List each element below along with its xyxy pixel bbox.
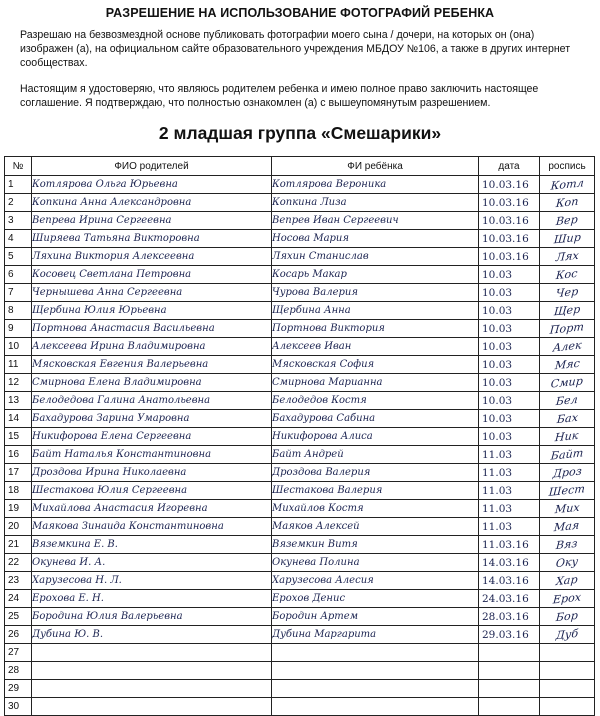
table-row: [5, 266, 595, 284]
child-name-cell: Ляхин Станислав: [272, 248, 479, 266]
signature-cell: [540, 428, 595, 446]
group-title: 2 младшая группа «Смешарики»: [158, 123, 442, 143]
table-row: [5, 248, 595, 266]
date-cell: 10.03: [479, 338, 540, 356]
child-name-cell: [272, 644, 479, 662]
parent-name-cell: Щербина Юлия Юрьевна: [32, 302, 272, 320]
table-row: [5, 680, 595, 698]
parent-name-cell: Дубина Ю. В.: [32, 626, 272, 644]
signature-cell: [540, 230, 595, 248]
signature: Вяз: [555, 536, 579, 553]
row-number: 19: [5, 500, 32, 518]
parent-name-cell: Окунева И. А.: [32, 554, 272, 572]
child-name-cell: Белодедов Костя: [272, 392, 479, 410]
signature: Дроз: [552, 464, 582, 481]
signature: Мяс: [554, 356, 580, 373]
parent-name-cell: Вяземкина Е. В.: [32, 536, 272, 554]
table-row: [5, 698, 595, 716]
parent-name-cell: Харузесова Н. Л.: [32, 572, 272, 590]
child-name-cell: Копкина Лиза: [272, 194, 479, 212]
table-row: [5, 626, 595, 644]
row-number: 29: [5, 680, 32, 698]
child-name-cell: Дроздова Валерия: [272, 464, 479, 482]
table-row: [5, 302, 595, 320]
row-number: 4: [5, 230, 32, 248]
signature-cell: [540, 356, 595, 374]
row-number: 8: [5, 302, 32, 320]
row-number: 6: [5, 266, 32, 284]
child-name-cell: Никифорова Алиса: [272, 428, 479, 446]
column-header-number: №: [5, 157, 32, 176]
signature: Бах: [555, 410, 579, 427]
row-number: 21: [5, 536, 32, 554]
parent-name-cell: [32, 644, 272, 662]
date-cell: 11.03: [479, 446, 540, 464]
signature-cell: [540, 536, 595, 554]
child-name-cell: Вяземкин Витя: [272, 536, 479, 554]
signature-cell: [540, 284, 595, 302]
parent-name-cell: Вепрева Ирина Сергеевна: [32, 212, 272, 230]
row-number: 26: [5, 626, 32, 644]
row-number: 30: [5, 698, 32, 716]
row-number: 13: [5, 392, 32, 410]
row-number: 25: [5, 608, 32, 626]
signature-cell: [540, 644, 595, 662]
child-name-cell: Маяков Алексей: [272, 518, 479, 536]
child-name-cell: Вепрев Иван Сергеевич: [272, 212, 479, 230]
signature-cell: [540, 194, 595, 212]
child-name-cell: Шестакова Валерия: [272, 482, 479, 500]
signature-cell: [540, 662, 595, 680]
row-number: 10: [5, 338, 32, 356]
row-number: 23: [5, 572, 32, 590]
child-name-cell: Байт Андрей: [272, 446, 479, 464]
row-number: 7: [5, 284, 32, 302]
table-row: [5, 194, 595, 212]
parent-name-cell: Бородина Юлия Валерьевна: [32, 608, 272, 626]
signature-cell: [540, 500, 595, 518]
parent-name-cell: Чернышева Анна Сергеевна: [32, 284, 272, 302]
signature: Дуб: [555, 626, 579, 643]
child-name-cell: Щербина Анна: [272, 302, 479, 320]
table-row: [5, 230, 595, 248]
date-cell: 10.03: [479, 428, 540, 446]
table-row: [5, 482, 595, 500]
table-row: [5, 572, 595, 590]
date-cell: 10.03: [479, 266, 540, 284]
document-title: РАЗРЕШЕНИЕ НА ИСПОЛЬЗОВАНИЕ ФОТОГРАФИЙ РЕБЕНКА: [105, 6, 495, 20]
date-cell: 10.03: [479, 284, 540, 302]
row-number: 22: [5, 554, 32, 572]
column-header-child: ФИ ребёнка: [272, 157, 479, 176]
parent-name-cell: Маякова Зинаида Константиновна: [32, 518, 272, 536]
date-cell: 11.03: [479, 500, 540, 518]
table-row: [5, 446, 595, 464]
child-name-cell: Чурова Валерия: [272, 284, 479, 302]
table-row: [5, 374, 595, 392]
child-name-cell: [272, 698, 479, 716]
table-row: [5, 554, 595, 572]
parent-name-cell: Алексеева Ирина Владимировна: [32, 338, 272, 356]
table-row: [5, 284, 595, 302]
table-row: [5, 518, 595, 536]
signature-cell: [540, 554, 595, 572]
date-cell: [479, 680, 540, 698]
table-row: [5, 662, 595, 680]
date-cell: 11.03: [479, 518, 540, 536]
row-number: 3: [5, 212, 32, 230]
signature: Ерох: [552, 590, 582, 607]
signature-cell: [540, 626, 595, 644]
parent-name-cell: Никифорова Елена Сергеевна: [32, 428, 272, 446]
parent-name-cell: Копкина Анна Александровна: [32, 194, 272, 212]
signature-cell: [540, 608, 595, 626]
child-name-cell: Алексеев Иван: [272, 338, 479, 356]
signature: Бор: [555, 608, 579, 625]
signature-cell: [540, 518, 595, 536]
row-number: 20: [5, 518, 32, 536]
row-number: 14: [5, 410, 32, 428]
row-number: 18: [5, 482, 32, 500]
row-number: 27: [5, 644, 32, 662]
date-cell: [479, 698, 540, 716]
date-cell: 10.03: [479, 320, 540, 338]
child-name-cell: Котлярова Вероника: [272, 176, 479, 194]
date-cell: 24.03.16: [479, 590, 540, 608]
signature-cell: [540, 338, 595, 356]
parent-name-cell: Косовец Светлана Петровна: [32, 266, 272, 284]
table-row: [5, 212, 595, 230]
parent-name-cell: Михайлова Анастасия Игоревна: [32, 500, 272, 518]
date-cell: 10.03.16: [479, 194, 540, 212]
table-row: [5, 500, 595, 518]
row-number: 1: [5, 176, 32, 194]
parent-name-cell: [32, 698, 272, 716]
signature: Котл: [550, 176, 584, 193]
date-cell: 11.03: [479, 464, 540, 482]
row-number: 5: [5, 248, 32, 266]
row-number: 24: [5, 590, 32, 608]
table-row: [5, 392, 595, 410]
date-cell: 29.03.16: [479, 626, 540, 644]
signature: Алек: [552, 338, 582, 355]
date-cell: [479, 662, 540, 680]
signature-cell: [540, 410, 595, 428]
child-name-cell: [272, 662, 479, 680]
parent-name-cell: Мясковская Евгения Валерьевна: [32, 356, 272, 374]
table-row: [5, 320, 595, 338]
parent-name-cell: Шестакова Юлия Сергеевна: [32, 482, 272, 500]
child-name-cell: Дубина Маргарита: [272, 626, 479, 644]
date-cell: 10.03: [479, 392, 540, 410]
table-row: [5, 608, 595, 626]
parent-name-cell: Бахадурова Зарина Умаровна: [32, 410, 272, 428]
date-cell: 10.03: [479, 410, 540, 428]
date-cell: 10.03: [479, 302, 540, 320]
table-row: [5, 176, 595, 194]
date-cell: 14.03.16: [479, 572, 540, 590]
row-number: 17: [5, 464, 32, 482]
certification-paragraph: Настоящим я удостоверяю, что являюсь родителем ребенка и имею полное право заключить настоящее соглашение. Я подтверждаю, что полностью ознакомлен (а) с вышеупомянутым разрешением.: [20, 83, 539, 109]
date-cell: [479, 644, 540, 662]
child-name-cell: Бахадурова Сабина: [272, 410, 479, 428]
signature: Коп: [555, 194, 579, 211]
date-cell: 11.03: [479, 482, 540, 500]
signature-cell: [540, 374, 595, 392]
child-name-cell: Харузесова Алесия: [272, 572, 479, 590]
signature-cell: [540, 176, 595, 194]
signature: Ник: [554, 428, 580, 445]
signature: Чер: [555, 284, 579, 301]
parent-name-cell: [32, 680, 272, 698]
date-cell: 10.03.16: [479, 230, 540, 248]
parent-name-cell: Дроздова Ирина Николаевна: [32, 464, 272, 482]
table-row: [5, 590, 595, 608]
column-header-parent: ФИО родителей: [32, 157, 272, 176]
child-name-cell: Бородин Артем: [272, 608, 479, 626]
parent-name-cell: Ширяева Татьяна Викторовна: [32, 230, 272, 248]
signature: Вер: [555, 212, 579, 229]
signature-cell: [540, 572, 595, 590]
signature: Байт: [550, 446, 584, 463]
date-cell: 10.03.16: [479, 212, 540, 230]
row-number: 15: [5, 428, 32, 446]
parent-name-cell: Белодедова Галина Анатольевна: [32, 392, 272, 410]
row-number: 2: [5, 194, 32, 212]
parent-name-cell: [32, 662, 272, 680]
table-row: [5, 536, 595, 554]
date-cell: 10.03.16: [479, 176, 540, 194]
signature-cell: [540, 446, 595, 464]
table-row: [5, 410, 595, 428]
signature-table: [4, 156, 595, 716]
parent-name-cell: Котлярова Ольга Юрьевна: [32, 176, 272, 194]
table-row: [5, 464, 595, 482]
child-name-cell: Косарь Макар: [272, 266, 479, 284]
row-number: 16: [5, 446, 32, 464]
signature: Мих: [554, 500, 580, 517]
column-header-signature: роспись: [540, 157, 595, 176]
table-row: [5, 338, 595, 356]
date-cell: 28.03.16: [479, 608, 540, 626]
child-name-cell: Носова Мария: [272, 230, 479, 248]
signature: Мая: [553, 518, 581, 535]
signature: Кос: [555, 266, 579, 283]
signature: Шест: [548, 482, 586, 499]
child-name-cell: Окунева Полина: [272, 554, 479, 572]
signature-cell: [540, 392, 595, 410]
row-number: 28: [5, 662, 32, 680]
row-number: 11: [5, 356, 32, 374]
child-name-cell: Мясковская София: [272, 356, 479, 374]
parent-name-cell: Смирнова Елена Владимировна: [32, 374, 272, 392]
row-number: 12: [5, 374, 32, 392]
signature: Шир: [553, 230, 581, 247]
signature-cell: [540, 464, 595, 482]
signature-cell: [540, 482, 595, 500]
date-cell: 14.03.16: [479, 554, 540, 572]
row-number: 9: [5, 320, 32, 338]
signature-cell: [540, 590, 595, 608]
table-row: [5, 356, 595, 374]
signature: Хар: [555, 572, 579, 589]
consent-paragraph: Разрешаю на безвозмездной основе публиковать фотографии моего сына / дочери, на которых он (она) изображен (а), на официальном сайте образовательного учреждения МБДОУ №106, а также в других интернет сообществах.: [20, 29, 571, 69]
signature-cell: [540, 680, 595, 698]
signature-cell: [540, 212, 595, 230]
signature: Бел: [555, 392, 579, 409]
parent-name-cell: Ерохова Е. Н.: [32, 590, 272, 608]
child-name-cell: Ерохов Денис: [272, 590, 479, 608]
signature-cell: [540, 248, 595, 266]
signature: Смир: [550, 374, 584, 391]
table-row: [5, 644, 595, 662]
signature-cell: [540, 266, 595, 284]
signature: Лях: [555, 248, 579, 265]
signature: Щер: [553, 302, 581, 319]
date-cell: 10.03.16: [479, 248, 540, 266]
signature-cell: [540, 698, 595, 716]
date-cell: 10.03: [479, 356, 540, 374]
signature-cell: [540, 320, 595, 338]
child-name-cell: Смирнова Марианна: [272, 374, 479, 392]
child-name-cell: Михайлов Костя: [272, 500, 479, 518]
table-row: [5, 428, 595, 446]
parent-name-cell: Ляхина Виктория Алексеевна: [32, 248, 272, 266]
child-name-cell: [272, 680, 479, 698]
signature-cell: [540, 302, 595, 320]
date-cell: 10.03: [479, 374, 540, 392]
date-cell: 11.03.16: [479, 536, 540, 554]
parent-name-cell: Байт Наталья Константиновна: [32, 446, 272, 464]
parent-name-cell: Портнова Анастасия Васильевна: [32, 320, 272, 338]
child-name-cell: Портнова Виктория: [272, 320, 479, 338]
signature: Порт: [549, 320, 585, 337]
signature: Оку: [555, 554, 579, 571]
table-header-row: [5, 157, 595, 176]
column-header-date: дата: [479, 157, 540, 176]
